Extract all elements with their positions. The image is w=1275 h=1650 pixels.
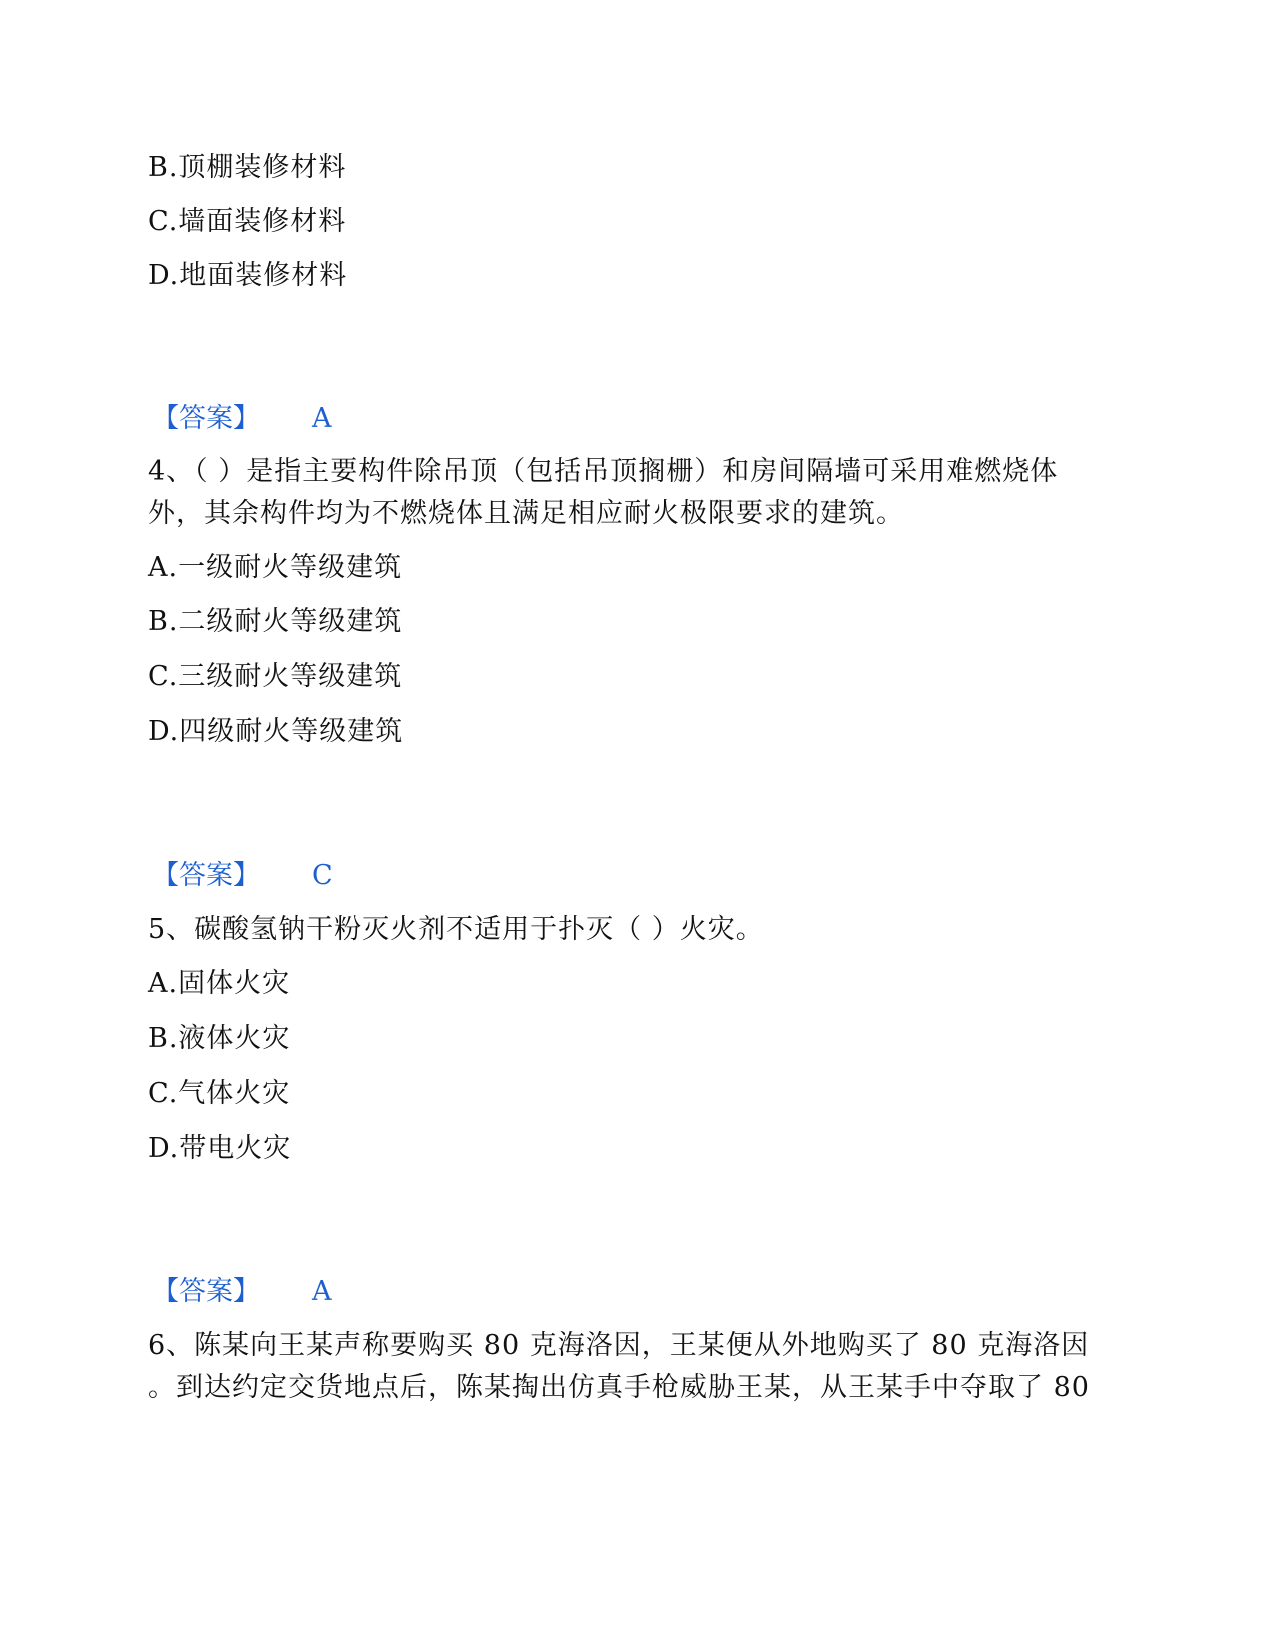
q4-stem-line-1: 4、（ ）是指主要构件除吊顶（包括吊顶搁栅）和房间隔墙可采用难燃烧体 (148, 456, 1059, 487)
answer-label: 【答案】 (152, 860, 260, 891)
q4-option-d: D.四级耐火等级建筑 (148, 716, 404, 747)
q3-option-c: C.墙面装修材料 (148, 206, 347, 237)
q3-option-d: D.地面装修材料 (148, 260, 348, 291)
q4-option-a: A.一级耐火等级建筑 (148, 552, 403, 583)
answer-value: C (312, 860, 333, 891)
q4-option-b: B.二级耐火等级建筑 (148, 606, 403, 637)
q5-option-c: C.气体火灾 (148, 1078, 291, 1109)
q5-option-b: B.液体火灾 (148, 1023, 291, 1054)
answer-value: A (312, 1276, 332, 1307)
q4-option-c: C.三级耐火等级建筑 (148, 661, 403, 692)
q5-stem-line-1: 5、碳酸氢钠干粉灭火剂不适用于扑灭（ ）火灾。 (148, 914, 764, 945)
q6-stem-line-1: 6、陈某向王某声称要购买 80 克海洛因，王某便从外地购买了 80 克海洛因 (148, 1330, 1090, 1361)
q3-option-b: B.顶棚装修材料 (148, 152, 347, 183)
q6-stem-line-2: 。到达约定交货地点后，陈某掏出仿真手枪威胁王某，从王某手中夺取了 80 (148, 1372, 1090, 1403)
q5-option-a: A.固体火灾 (148, 968, 291, 999)
answer-label: 【答案】 (152, 403, 260, 434)
answer-label: 【答案】 (152, 1276, 260, 1307)
q5-option-d: D.带电火灾 (148, 1133, 292, 1164)
q4-stem-line-2: 外，其余构件均为不燃烧体且满足相应耐火极限要求的建筑。 (148, 498, 904, 529)
q5-answer (152, 1276, 332, 1308)
answer-value: A (312, 403, 332, 434)
q4-answer (152, 860, 333, 892)
q3-answer (152, 403, 332, 435)
